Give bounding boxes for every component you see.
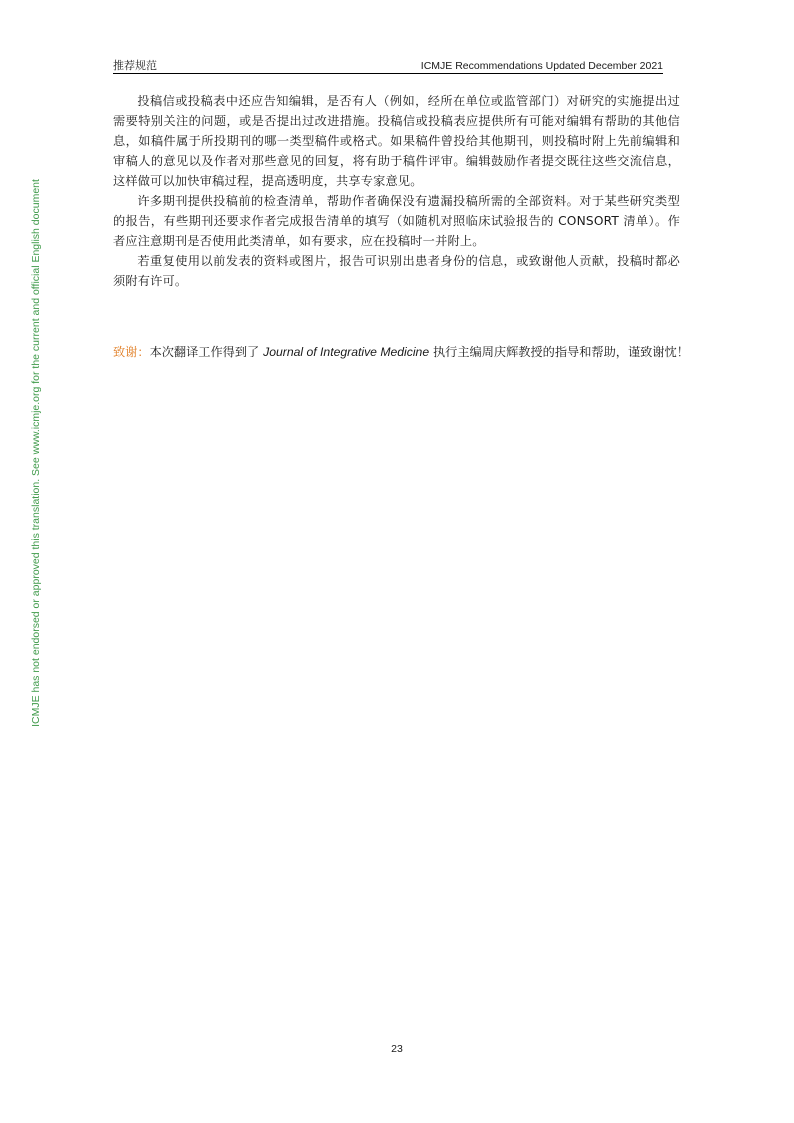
ack-text-after: 执行主编周庆辉教授的指导和帮助，谨致谢忱！ — [429, 345, 689, 359]
header-right-title: ICMJE Recommendations Updated December 2021 — [420, 60, 663, 72]
page-number: 23 — [391, 1043, 403, 1055]
acknowledgement — [113, 342, 691, 362]
paragraph: 许多期刊提供投稿前的检查清单，帮助作者确保没有遗漏投稿所需的全部资料。对于某些研究类型的报告，有些期刊还要求作者完成报告清单的填写（如随机对照临床试验报告的 CONSORT 清单）。作者应注意期刊是否使用此类清单，如有要求，应在投稿时一并附上。 — [113, 194, 680, 248]
ack-journal-name: Journal of Integrative Medicine — [263, 345, 430, 359]
header-left-title: 推荐规范 — [113, 59, 157, 72]
paragraph: 若重复使用以前发表的资料或图片，报告可识别出患者身份的信息，或致谢他人贡献，投稿时都必须附有许可。 — [113, 254, 680, 288]
body-text — [113, 91, 680, 291]
side-disclaimer: ICMJE has not endorsed or approved this translation. See www.icmje.org for the current and official English document — [30, 179, 42, 727]
ack-text-before: 本次翻译工作得到了 — [149, 345, 264, 359]
paragraph: 投稿信或投稿表中还应告知编辑，是否有人（例如，经所在单位或监管部门）对研究的实施提出过需要特别关注的问题，或是否提出过改进措施。投稿信或投稿表应提供所有可能对编辑有帮助的其他信息，如稿件属于所投期刊的哪一类型稿件或格式。如果稿件曾投给其他期刊，则投稿时附上先前编辑和审稿人的意见以及作者对那些意见的回复，将有助于稿件评审。编辑鼓励作者提交既往这些交流信息，这样做可以加快审稿过程，提高透明度，共享专家意见。 — [113, 94, 680, 188]
ack-label: 致谢： — [113, 345, 150, 359]
page-header — [113, 59, 663, 74]
